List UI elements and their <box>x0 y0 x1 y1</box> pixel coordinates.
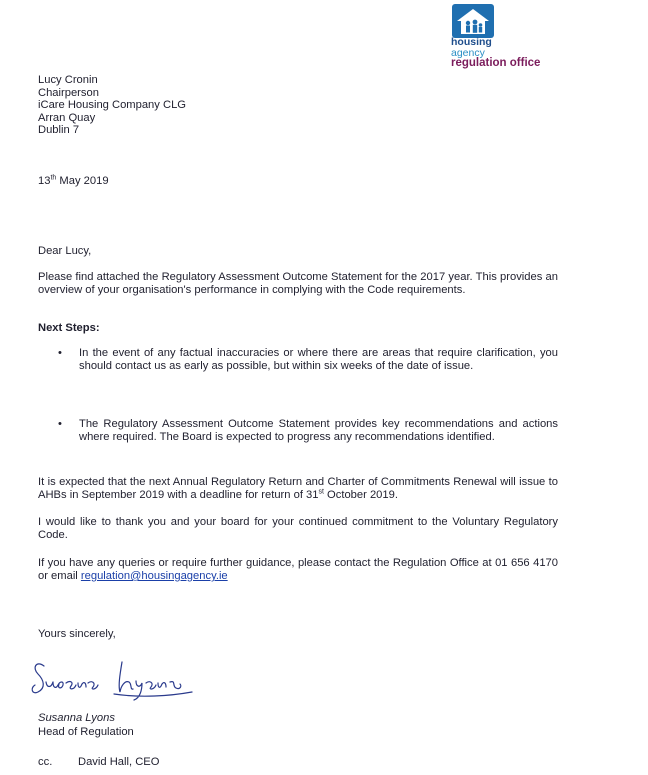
bullet-item <box>58 418 558 444</box>
return-paragraph: It is expected that the next Annual Regulatory Return and Charter of Commitments Renewal will issue to AHBs in September 2019 with a deadline for return of 31st October 2019. <box>38 476 558 501</box>
house-icon <box>452 4 494 38</box>
contact-paragraph: If you have any queries or require further guidance, please contact the Regulation Office at 01 656 4170 or email regulation@housingagency.ie <box>38 557 558 582</box>
signatory-name: Susanna Lyons <box>38 712 115 724</box>
cc-value: David Hall, CEO <box>78 756 160 768</box>
bullet-text: The Regulatory Assessment Outcome Statement provides key recommendations and actions where required. The Board is expected to progress any recommendations identified. <box>79 418 558 443</box>
cc-label: cc. <box>38 756 53 768</box>
letter-date: 13th May 2019 <box>38 174 109 187</box>
handwritten-signature <box>30 652 210 704</box>
next-steps-heading: Next Steps: <box>38 322 100 334</box>
bullet-icon: • <box>58 347 62 359</box>
logo-line-agency: agency <box>451 46 485 59</box>
signatory-title: Head of Regulation <box>38 726 134 738</box>
closing: Yours sincerely, <box>38 628 116 640</box>
housing-agency-logo <box>448 4 558 74</box>
email-link[interactable]: regulation@housingagency.ie <box>80 570 228 582</box>
salutation: Dear Lucy, <box>38 245 92 257</box>
intro-paragraph: Please find attached the Regulatory Assessment Outcome Statement for the 2017 year. This provides an overview of your organisation's performance in complying with the Code requirements. <box>38 271 558 296</box>
bullet-icon: • <box>58 418 62 430</box>
logo-wordmark <box>451 37 540 69</box>
logo-line-housing: housing <box>451 36 492 48</box>
recipient-street: Arran Quay <box>38 111 96 124</box>
recipient-organisation: iCare Housing Company CLG <box>38 99 186 111</box>
recipient-title: Chairperson <box>38 86 99 99</box>
logo-line-regulation-office: regulation office <box>451 57 541 69</box>
cc-line <box>38 756 558 769</box>
recipient-name: Lucy Cronin <box>38 74 98 86</box>
thanks-paragraph: I would like to thank you and your board for your continued commitment to the Voluntary Regulatory Code. <box>38 516 558 541</box>
bullet-item <box>58 347 558 373</box>
recipient-address <box>38 74 558 137</box>
bullet-text: In the event of any factual inaccuracies or where there are areas that require clarification, you should contact us as early as possible, but within six weeks of the date of issue. <box>79 347 558 372</box>
recipient-city: Dublin 7 <box>38 124 80 136</box>
